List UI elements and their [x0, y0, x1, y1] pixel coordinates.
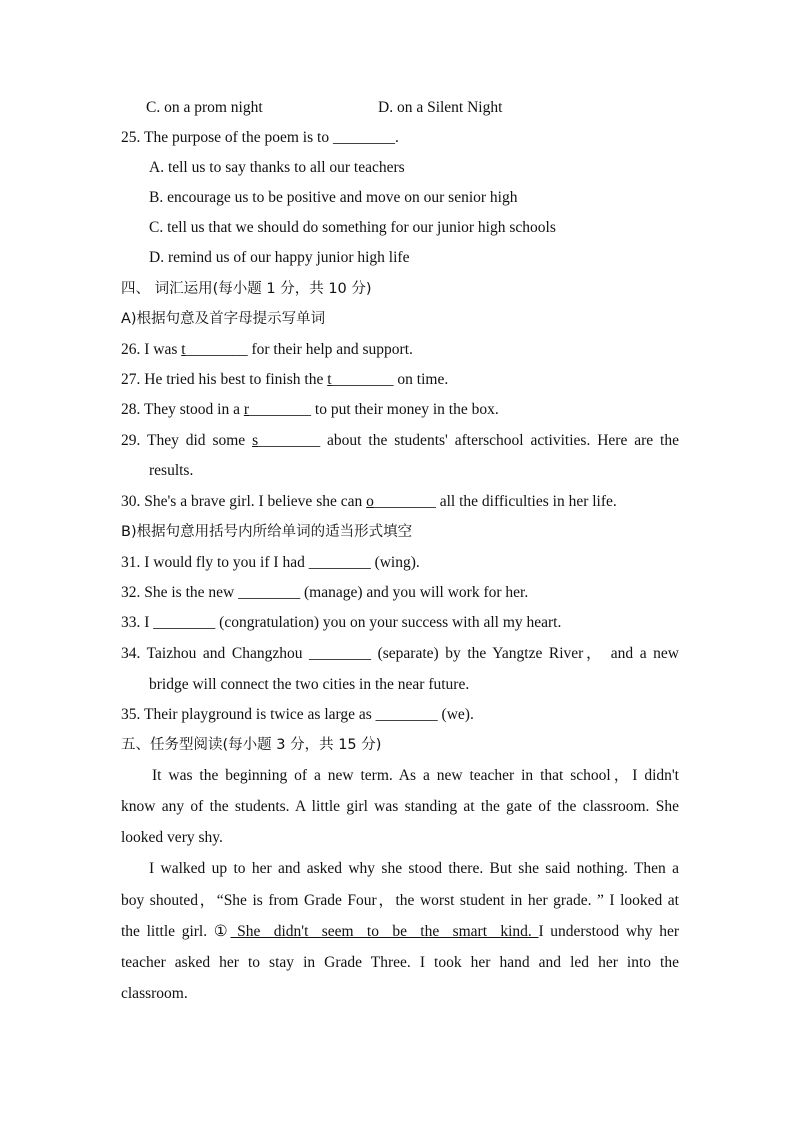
q28	[121, 395, 499, 425]
section5-heading: 五、任务型阅读(每小题 3 分，共 15 分)	[121, 737, 382, 753]
q25-stem: 25. The purpose of the poem is to ________.	[121, 129, 399, 146]
passage-p2-line4: teacher asked her to stay in Grade Three. I took her hand and led her into the	[121, 954, 679, 971]
q29-post: ________ about the students' afterschool activities. Here are the	[258, 432, 679, 449]
q24-option-c: C. on a prom night	[146, 99, 263, 116]
passage-p2-line5: classroom.	[121, 985, 188, 1002]
q28-hint-letter: r	[243, 401, 250, 418]
section4-part-a-heading: A)根据句意及首字母提示写单词	[121, 311, 326, 327]
q34-line2: bridge will connect the two cities in the near future.	[149, 676, 470, 693]
circled-number-1: ①	[213, 923, 231, 940]
underlined-sentence-1: She didn't seem to be the smart kind.	[230, 923, 539, 940]
passage-p2-line3	[121, 917, 679, 947]
passage-p2-line1: I walked up to her and asked why she stood there. But she said nothing. Then a	[149, 860, 679, 877]
q27-post: ________ on time.	[331, 371, 449, 388]
q35: 35. Their playground is twice as large as ________ (we).	[121, 706, 474, 723]
q27-hint-letter: t	[327, 371, 332, 388]
q30-pre: 30. She's a brave girl. I believe she can	[121, 493, 367, 510]
section4-part-b-heading: B)根据句意用括号内所给单词的适当形式填空	[121, 524, 413, 540]
q29-pre: 29. They did some	[121, 432, 253, 449]
q32: 32. She is the new ________ (manage) and you will work for her.	[121, 584, 529, 601]
q33: 33. I ________ (congratulation) you on your success with all my heart.	[121, 614, 562, 631]
q25-option-a: A. tell us to say thanks to all our teachers	[149, 159, 405, 176]
q25-option-c: C. tell us that we should do something for our junior high schools	[149, 219, 556, 236]
q30-hint-letter: o	[366, 493, 374, 510]
q31: 31. I would fly to you if I had ________ (wing).	[121, 554, 420, 571]
q25-option-d: D. remind us of our happy junior high life	[149, 249, 410, 266]
q26	[121, 335, 413, 365]
q29-continuation: results.	[149, 462, 194, 479]
q28-post: ________ to put their money in the box.	[249, 401, 499, 418]
passage-p1-line1: It was the beginning of a new term. As a new teacher in that school，I didn't	[152, 767, 679, 784]
passage-p2-line3-pre: the little girl.	[121, 923, 214, 940]
q27-pre: 27. He tried his best to finish the	[121, 371, 328, 388]
q24-option-d: D. on a Silent Night	[378, 99, 503, 116]
q25-option-b: B. encourage us to be positive and move on our senior high	[149, 189, 518, 206]
q34-line1: 34. Taizhou and Changzhou ________ (separate) by the Yangtze River， and a new	[121, 645, 679, 662]
q30-post: ________ all the difficulties in her life.	[373, 493, 617, 510]
section4-heading: 四、 词汇运用(每小题 1 分，共 10 分)	[121, 281, 372, 297]
q29	[121, 426, 679, 456]
q28-pre: 28. They stood in a	[121, 401, 244, 418]
q27	[121, 365, 448, 395]
q26-post: ________ for their help and support.	[185, 341, 413, 358]
passage-p1-line2: know any of the students. A little girl was standing at the gate of the classroom. She	[121, 798, 679, 815]
passage-p2-line3-post: I understood why her	[538, 923, 679, 940]
q29-hint-letter: s	[252, 432, 259, 449]
q26-pre: 26. I was	[121, 341, 182, 358]
passage-p1-line3: looked very shy.	[121, 829, 223, 846]
passage-p2-line2: boy shouted，“She is from Grade Four，the worst student in her grade. ” I looked at	[121, 892, 679, 909]
q30	[121, 487, 617, 517]
q26-hint-letter: t	[181, 341, 186, 358]
